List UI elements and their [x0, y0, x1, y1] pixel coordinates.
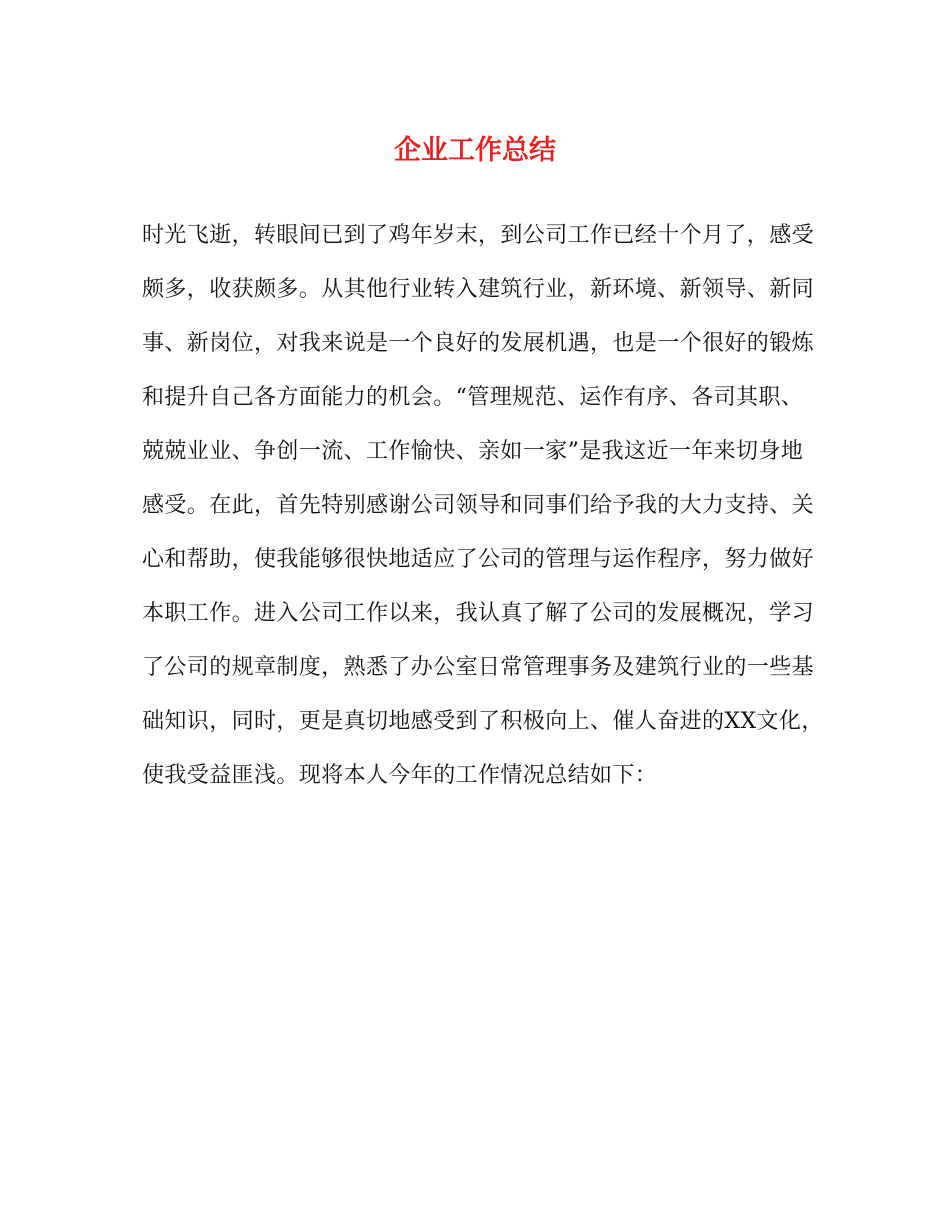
paragraph-line: 使我受益匪浅。现将本人今年的工作情况总结如下： — [142, 763, 658, 788]
paragraph-line: 了公司的规章制度，熟悉了办公室日常管理事务及建筑行业的一些基 — [142, 655, 815, 680]
paragraph-line: 兢兢业业、争创一流、工作愉快、亲如一家”是我这近一年来切身地 — [142, 439, 804, 464]
paragraph-line: 时光飞逝，转眼间已到了鸡年岁末，到公司工作已经十个月了，感受 — [142, 223, 815, 248]
document-title: 企业工作总结 — [394, 135, 556, 166]
document-body — [142, 209, 824, 803]
paragraph-line: 事、新岗位，对我来说是一个良好的发展机遇，也是一个很好的锻炼 — [142, 331, 815, 356]
paragraph-line: 心和帮助，使我能够很快地适应了公司的管理与运作程序，努力做好 — [142, 547, 815, 572]
paragraph-line: 础知识，同时，更是真切地感受到了积极向上、催人奋进的XX文化， — [142, 709, 824, 734]
paragraph-line: 本职工作。进入公司工作以来，我认真了解了公司的发展概况，学习 — [142, 601, 815, 626]
paragraph-line: 和提升自己各方面能力的机会。“管理规范、运作有序、各司其职、 — [142, 385, 804, 410]
paragraph-line: 颇多，收获颇多。从其他行业转入建筑行业，新环境、新领导、新同 — [142, 277, 815, 302]
paragraph-line: 感受。在此，首先特别感谢公司领导和同事们给予我的大力支持、关 — [142, 493, 815, 518]
